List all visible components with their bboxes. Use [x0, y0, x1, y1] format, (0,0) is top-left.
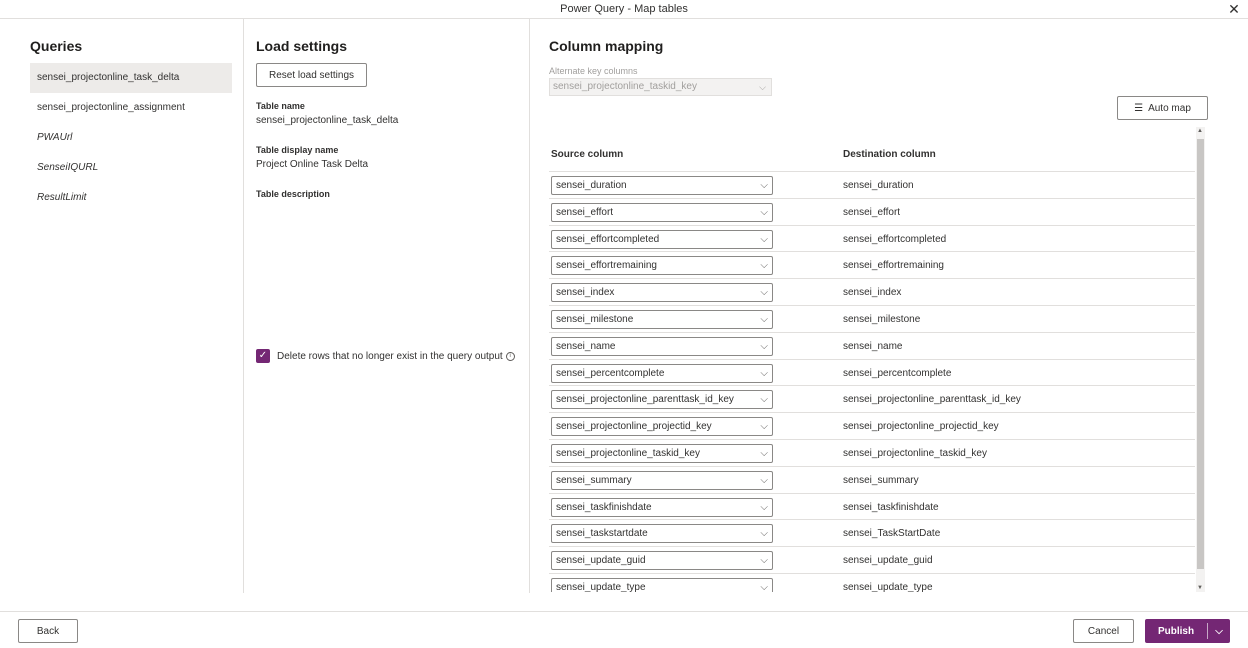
- chevron-down-icon: ⌵: [760, 394, 768, 406]
- chevron-down-icon: ⌵: [760, 206, 768, 218]
- queries-pane: [0, 19, 243, 593]
- source-column-dropdown[interactable]: [551, 498, 773, 517]
- cancel-button[interactable]: Cancel: [1073, 619, 1134, 643]
- chevron-down-icon: ⌵: [760, 501, 768, 513]
- source-column-dropdown[interactable]: [551, 551, 773, 570]
- destination-column-value: sensei_taskfinishdate: [843, 501, 939, 513]
- auto-map-icon: ☰: [1134, 102, 1144, 114]
- source-column-value: sensei_taskstartdate: [556, 528, 648, 540]
- chevron-down-icon: ⌵: [760, 555, 768, 567]
- mapping-row: [549, 467, 1195, 494]
- mapping-row: [549, 333, 1195, 360]
- source-column-dropdown[interactable]: [551, 364, 773, 383]
- column-mapping-heading: Column mapping: [549, 38, 664, 54]
- chevron-down-icon: ⌵: [760, 180, 768, 191]
- source-column-value: sensei_projectonline_taskid_key: [556, 447, 700, 459]
- destination-column-value: sensei_update_type: [843, 581, 933, 592]
- destination-column-value: sensei_index: [843, 287, 902, 299]
- mapping-row: [549, 199, 1195, 226]
- delete-rows-label: Delete rows that no longer exist in the query output: [277, 350, 503, 362]
- mapping-grid: [549, 171, 1195, 592]
- destination-column-value: sensei_name: [843, 340, 903, 352]
- scroll-down-icon[interactable]: ▼: [1197, 585, 1203, 591]
- query-item[interactable]: PWAUrl: [37, 132, 73, 143]
- chevron-down-icon: ⌵: [759, 82, 766, 92]
- source-column-value: sensei_index: [556, 287, 615, 299]
- publish-button[interactable]: Publish: [1157, 625, 1195, 637]
- mapping-row: [549, 413, 1195, 440]
- load-settings-heading: Load settings: [256, 38, 348, 54]
- query-list: [30, 63, 232, 213]
- source-column-value: sensei_update_type: [556, 581, 646, 592]
- alternate-key-label: Alternate key columns: [549, 66, 638, 76]
- destination-column-value: sensei_projectonline_parenttask_id_key: [843, 394, 1021, 406]
- table-name-value: sensei_projectonline_task_delta: [256, 115, 399, 126]
- mapping-row: [549, 520, 1195, 547]
- mapping-row: [549, 306, 1195, 333]
- queries-heading: Queries: [30, 38, 83, 54]
- source-column-value: sensei_effortremaining: [556, 260, 657, 272]
- source-column-dropdown[interactable]: [551, 176, 773, 195]
- query-item[interactable]: sensei_projectonline_task_delta: [30, 63, 232, 93]
- query-item[interactable]: sensei_projectonline_assignment: [37, 102, 185, 113]
- destination-column-value: sensei_milestone: [843, 313, 921, 325]
- publish-divider: [1207, 623, 1208, 639]
- column-mapping-pane: [529, 19, 1219, 593]
- chevron-down-icon: ⌵: [760, 581, 768, 592]
- destination-column-value: sensei_summary: [843, 474, 919, 486]
- source-column-dropdown[interactable]: [551, 578, 773, 592]
- destination-column-value: sensei_duration: [843, 180, 914, 191]
- query-item[interactable]: SenseiIQURL: [37, 162, 99, 173]
- chevron-down-icon: ⌵: [760, 474, 768, 486]
- source-column-dropdown[interactable]: [551, 444, 773, 463]
- chevron-down-icon: ⌵: [760, 287, 768, 299]
- chevron-down-icon: ⌵: [760, 367, 768, 379]
- table-description-label: Table description: [256, 189, 330, 199]
- chevron-down-icon: ⌵: [760, 340, 768, 352]
- chevron-down-icon: ⌵: [760, 260, 768, 272]
- mapping-row: [549, 386, 1195, 413]
- source-column-dropdown[interactable]: [551, 310, 773, 329]
- source-column-value: sensei_update_guid: [556, 555, 646, 567]
- chevron-down-icon: ⌵: [760, 421, 768, 433]
- scroll-thumb[interactable]: [1197, 139, 1204, 569]
- delete-rows-option: [256, 349, 515, 363]
- destination-column-value: sensei_effort: [843, 206, 901, 218]
- mapping-row: [549, 279, 1195, 306]
- publish-split-button: [1145, 619, 1230, 643]
- chevron-down-icon: ⌵: [760, 447, 768, 459]
- destination-column-value: sensei_effortremaining: [843, 260, 944, 272]
- source-column-value: sensei_summary: [556, 474, 632, 486]
- mapping-row: [549, 172, 1195, 199]
- source-column-dropdown[interactable]: [551, 256, 773, 275]
- source-column-dropdown[interactable]: [551, 471, 773, 490]
- back-button[interactable]: Back: [18, 619, 78, 643]
- destination-column-value: sensei_percentcomplete: [843, 367, 952, 379]
- mapping-row: [549, 440, 1195, 467]
- chevron-down-icon: ⌵: [760, 528, 768, 540]
- mapping-row: [549, 574, 1195, 592]
- source-column-dropdown[interactable]: [551, 337, 773, 356]
- source-column-dropdown[interactable]: [551, 283, 773, 302]
- chevron-down-icon: ⌵: [760, 313, 768, 325]
- mapping-row: [549, 226, 1195, 253]
- source-column-dropdown[interactable]: [551, 417, 773, 436]
- source-column-value: sensei_projectonline_projectid_key: [556, 421, 712, 433]
- mapping-row: [549, 494, 1195, 521]
- scroll-up-icon[interactable]: ▲: [1197, 128, 1203, 134]
- info-icon[interactable]: i: [506, 352, 515, 361]
- source-column-value: sensei_percentcomplete: [556, 367, 665, 379]
- chevron-down-icon: ⌵: [760, 233, 768, 245]
- source-column-dropdown[interactable]: [551, 203, 773, 222]
- query-item[interactable]: ResultLimit: [37, 192, 87, 203]
- table-name-label: Table name: [256, 101, 305, 111]
- publish-chevron-down-icon[interactable]: ⌵: [1215, 625, 1223, 637]
- destination-column-header: Destination column: [843, 149, 936, 160]
- load-settings-pane: [243, 19, 529, 593]
- source-column-value: sensei_effort: [556, 206, 614, 218]
- mapping-row: [549, 360, 1195, 387]
- close-icon[interactable]: ✕: [1228, 1, 1240, 17]
- destination-column-value: sensei_projectonline_projectid_key: [843, 421, 999, 433]
- alternate-key-dropdown: [549, 78, 772, 96]
- source-column-header: Source column: [551, 149, 624, 160]
- source-column-value: sensei_milestone: [556, 313, 634, 325]
- source-column-value: sensei_duration: [556, 180, 627, 191]
- alternate-key-value: sensei_projectonline_taskid_key: [553, 81, 697, 92]
- source-column-dropdown[interactable]: [551, 390, 773, 409]
- title-bar: [0, 0, 1248, 19]
- source-column-dropdown[interactable]: [551, 524, 773, 543]
- destination-column-value: sensei_projectonline_taskid_key: [843, 447, 987, 459]
- mapping-row: [549, 547, 1195, 574]
- destination-column-value: sensei_effortcompleted: [843, 233, 947, 245]
- source-column-value: sensei_taskfinishdate: [556, 501, 652, 513]
- reset-load-settings-button[interactable]: Reset load settings: [256, 63, 367, 87]
- source-column-value: sensei_projectonline_parenttask_id_key: [556, 394, 734, 406]
- auto-map-label: Auto map: [1148, 102, 1191, 114]
- mapping-scrollbar[interactable]: [1196, 127, 1205, 592]
- source-column-value: sensei_name: [556, 340, 616, 352]
- table-display-name-value: Project Online Task Delta: [256, 159, 369, 170]
- auto-map-button[interactable]: [1117, 96, 1208, 120]
- table-display-name-label: Table display name: [256, 145, 339, 155]
- source-column-value: sensei_effortcompleted: [556, 233, 660, 245]
- delete-rows-checkbox[interactable]: ✓: [256, 349, 270, 363]
- source-column-dropdown[interactable]: [551, 230, 773, 249]
- footer: [0, 611, 1248, 648]
- destination-column-value: sensei_TaskStartDate: [843, 528, 941, 540]
- window-title: Power Query - Map tables: [560, 3, 688, 15]
- destination-column-value: sensei_update_guid: [843, 555, 933, 567]
- mapping-row: [549, 252, 1195, 279]
